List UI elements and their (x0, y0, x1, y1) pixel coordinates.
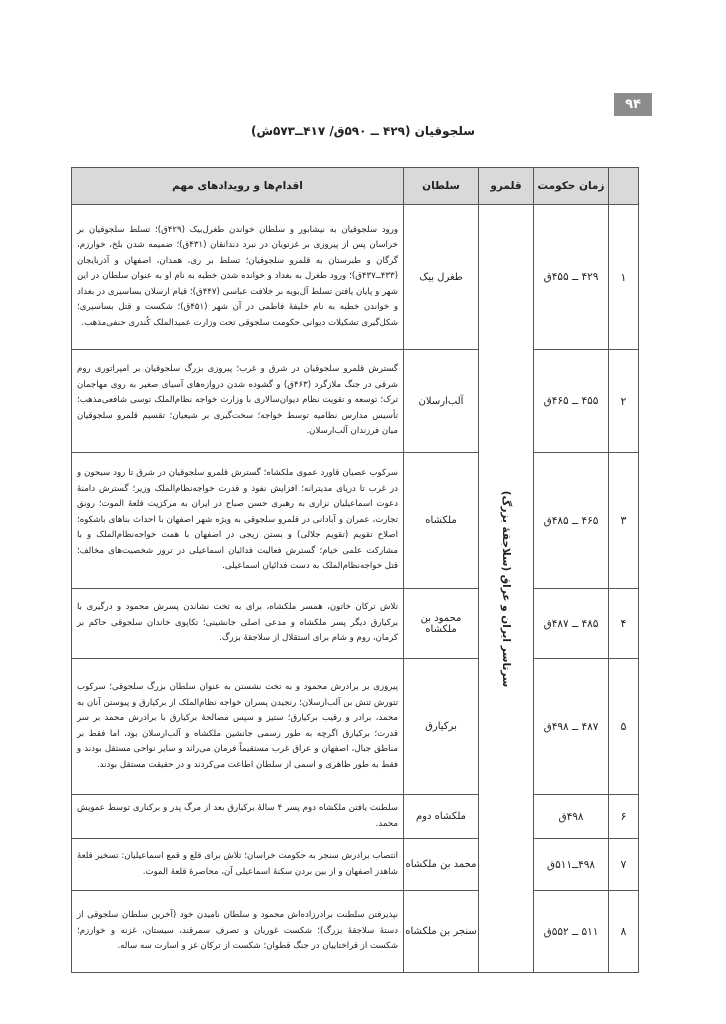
row-number: ۷ (609, 839, 639, 891)
realm-cell (479, 205, 534, 973)
row-events: تلاش ترکان خاتون، همسر ملکشاه، برای به تخت نشاندن پسرش محمود و درگیری با برکیارق دیگر پسر ملکشاه و مدعی اصلی جانشینی؛ تکاپوی خاندان سلجوقی حاکم بر کرمان، روم و شام برای استقلال از سلاجقهٔ بزرگ. (72, 589, 404, 659)
table-row (72, 659, 639, 795)
row-events: ورود سلجوقیان به نیشابور و سلطان خواندن طغرل‌بیک (۴۲۹ق)؛ تسلط سلجوقیان بر خراسان پس از پیروزی بر غزنویان در نبرد دندانقان (۴۳۱ق)؛ ضمیمه شدن بلخ، خوارزم، گرگان و طبرستان به قلمرو سلجوقیان؛ تسلط بر ری، همدان، اصفهان و آذربایجان (۴۳۳ــ۴۳۷ق)؛ ورود طغرل به بغداد و خوانده شدن خطبه به نام او به عنوان سلطان در این شهر و پایان یافتن تسلط آل‌بویه بر خلافت عباسی (۴۴۷ق)؛ قیام ارسلان بساسیری در بغداد و خواندن خطبه به نام خلیفهٔ فاطمی در آن شهر (۴۵۱ق)؛ شکست و قتل بساسیری؛ شکل‌گیری تشکیلات دیوانی حکومت سلجوقی تحت وزارت عمیدالملک کُندری حنفی‌مذهب. (72, 205, 404, 350)
row-sultan: طغرل بیک (404, 205, 479, 350)
row-sultan: محمود بن ملکشاه (404, 589, 479, 659)
table-row (72, 795, 639, 839)
row-number: ۳ (609, 453, 639, 589)
row-events: گسترش قلمرو سلجوقیان در شرق و غرب؛ پیروزی بزرگ سلجوقیان بر امپراتوری روم شرقی در جنگ ملازگرد (۴۶۳ق) و گشوده شدن دروازه‌های آسیای صغیر به روی مهاجمان ترک؛ توسعه و تقویت نظام دیوان‌سالاری با وزارت خواجه نظام‌الملک توسی شافعی‌مذهب؛ تأسیس مدارس نظامیه توسط خواجه؛ سخت‌گیری بر شیعیان؛ تقسیم قلمرو سلجوقیان میان فرزندان آلب‌ارسلان. (72, 350, 404, 453)
row-period: ۵۱۱ ــ ۵۵۲ق (534, 891, 609, 973)
row-period: ۴۹۸ق (534, 795, 609, 839)
row-events: سلطنت یافتن ملکشاه دوم پسر ۴ سالهٔ برکیارق بعد از مرگ پدر و برکناری توسط عمویش محمد. (72, 795, 404, 839)
row-events: پیروزی بر برادرش محمود و به تخت نشستن به عنوان سلطان بزرگ سلجوقی؛ سرکوب تتورش تتش بن آلب‌ارسلان؛ رنجیدن پسران خواجه نظام‌الملک از برکیارق و پیوستن آنان به محمد، برادر و رقیب برکیارق؛ ستیز و سپس مصالحهٔ برکیارق با برادرش محمد بر سر قدرت؛ برکیارق اگرچه به طور رسمی جانشین ملکشاه و آلب‌ارسلان بود، اما فقط بر مناطق جبال، اصفهان و عراق غرب مستقیماً فرمان می‌راند و سایر نواحی مستقل بودند و فقط به طور ظاهری و اسمی از سلطان اطاعت می‌کردند و در حقیقت مستقل بودند. (72, 659, 404, 795)
row-sultan: ملکشاه دوم (404, 795, 479, 839)
table-row (72, 589, 639, 659)
row-period: ۴۸۷ ــ ۴۹۸ق (534, 659, 609, 795)
table-row (72, 453, 639, 589)
row-events: سرکوب عصیان قاورد عموی ملکشاه؛ گسترش قلمرو سلجوقیان در شرق تا رود سیحون و در غرب تا دریای مدیترانه؛ افزایش نفوذ و قدرت خواجه‌نظام‌الملک وزیر؛ گسترش دامنهٔ دعوت اسماعیلیان نزاری به رهبری حسن صباح در ایران به مرکزیت قلعهٔ الموت؛ رونق تجارت، عمران و آبادانی در قلمرو سلجوقی به ویژه شهر اصفهان با احداث بناهای باشکوه؛ اصلاح تقویم (تقویم جلالی) و بستن زیجی در اصفهان با همت خواجه‌نظام‌الملک و با مشارکت علمی خیام؛ گسترش فعالیت فدائیان اسماعیلی در ترور شخصیت‌های مخالف؛ قتل خواجه‌نظام‌الملک به دست فدائیان اسماعیلی. (72, 453, 404, 589)
row-period: ۴۲۹ ــ ۴۵۵ق (534, 205, 609, 350)
realm-label: سرتاسر ایران و عراق (سلاجقهٔ بزرگ) (500, 490, 512, 687)
row-sultan: سنجر بن ملکشاه (404, 891, 479, 973)
dynasty-table (71, 167, 639, 973)
row-events: نپذیرفتن سلطنت برادرزاده‌اش محمود و سلطان نامیدن خود (آخرین سلطان سلجوقی از دستهٔ سلاجقهٔ بزرگ)؛ شکست غوریان و تصرف سمرقند، سیستان، غزنه و خوارزم؛ شکست از قراختاییان در جنگ قطوان؛ شکست از ترکان غز و اسارت سه ساله. (72, 891, 404, 973)
row-period: ۴۵۵ ــ ۴۶۵ق (534, 350, 609, 453)
table-row (72, 839, 639, 891)
header-events: اقدام‌ها و رویدادهای مهم (72, 168, 404, 205)
row-period: ۴۸۵ ــ ۴۸۷ق (534, 589, 609, 659)
header-sultan: سلطان (404, 168, 479, 205)
row-sultan: محمد بن ملکشاه (404, 839, 479, 891)
header-period: زمان حکومت (534, 168, 609, 205)
header-num (609, 168, 639, 205)
row-events: انتصاب برادرش سنجر به حکومت خراسان؛ تلاش برای قلع و قمع اسماعیلیان: تسخیر قلعهٔ شاهدز اصفهان و از بین بردن سکنهٔ اسماعیلی آن، محاصرهٔ قلعهٔ الموت. (72, 839, 404, 891)
table-header-row (72, 168, 639, 205)
row-sultan: ملکشاه (404, 453, 479, 589)
row-number: ۵ (609, 659, 639, 795)
row-sultan: برکیارق (404, 659, 479, 795)
header-realm: قلمرو (479, 168, 534, 205)
row-number: ۶ (609, 795, 639, 839)
page-title: سلجوقیان (۴۲۹ ــ ۵۹۰ق/ ۴۱۷ــ۵۷۳ش) (250, 124, 476, 138)
table-row (72, 350, 639, 453)
row-number: ۴ (609, 589, 639, 659)
row-period: ۴۶۵ ــ ۴۸۵ق (534, 453, 609, 589)
row-period: ۴۹۸ــ۵۱۱ق (534, 839, 609, 891)
table-row (72, 891, 639, 973)
page-number-badge: ۹۴ (614, 93, 652, 116)
row-sultan: آلب‌ارسلان (404, 350, 479, 453)
row-number: ۱ (609, 205, 639, 350)
row-number: ۲ (609, 350, 639, 453)
row-number: ۸ (609, 891, 639, 973)
table-row (72, 205, 639, 350)
